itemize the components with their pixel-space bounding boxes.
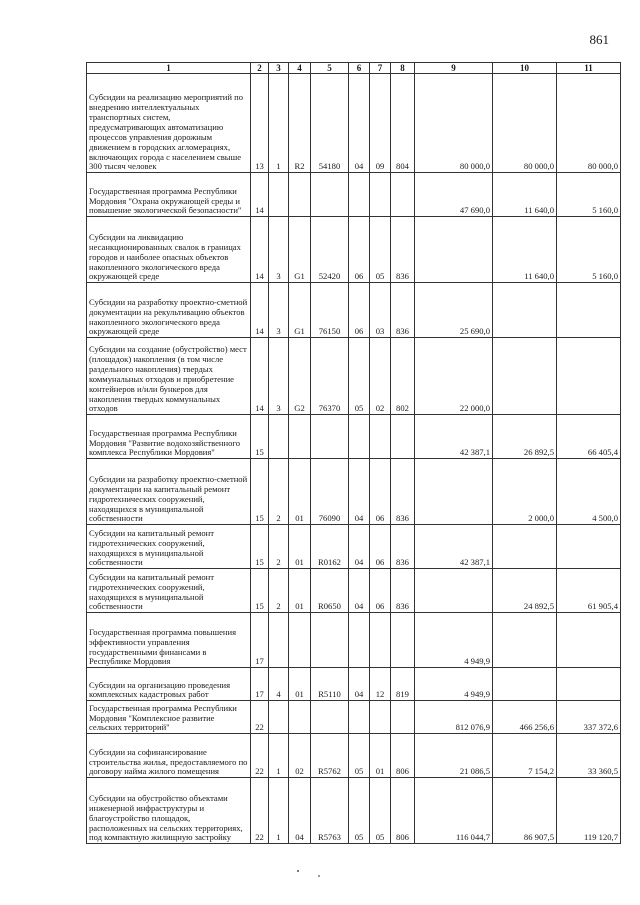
cell-col-3: 1 [269, 778, 289, 844]
cell-col-2: 15 [251, 569, 269, 613]
cell-name: Субсидии на обустройство объектами инженерной инфраструктуры и благоустройство площадок, расположенных на сельских территориях, под компактную жилищную застройку [87, 778, 251, 844]
cell-col-5: 76370 [311, 338, 349, 415]
cell-col-3: 3 [269, 283, 289, 338]
column-header: 3 [269, 63, 289, 74]
cell-col-11: 4 500,0 [557, 459, 621, 525]
cell-col-9: 812 076,9 [415, 701, 493, 734]
cell-col-9: 21 086,5 [415, 734, 493, 778]
cell-col-10 [493, 525, 557, 569]
cell-col-5: R5762 [311, 734, 349, 778]
cell-col-10 [493, 668, 557, 701]
cell-name: Субсидии на создание (обустройство) мест (площадок) накопления (в том числе раздельного накопления) твердых коммунальных отходов и приобретение контейнеров и/или бункеров для накопления твердых коммунальных отходов [87, 338, 251, 415]
column-header: 2 [251, 63, 269, 74]
column-header: 9 [415, 63, 493, 74]
cell-col-4 [289, 701, 311, 734]
cell-col-6 [349, 173, 370, 217]
cell-col-5: R0650 [311, 569, 349, 613]
cell-col-7: 05 [370, 217, 391, 283]
cell-col-2: 15 [251, 415, 269, 459]
cell-name: Государственная программа Республики Мордовия "Развитие водохозяйственного комплекса Республики Мордовия" [87, 415, 251, 459]
cell-col-3: 2 [269, 569, 289, 613]
cell-col-6: 04 [349, 459, 370, 525]
page-number: 861 [589, 32, 609, 47]
cell-col-4: 01 [289, 569, 311, 613]
cell-col-5: 76090 [311, 459, 349, 525]
cell-col-4: 01 [289, 668, 311, 701]
column-header: 8 [391, 63, 415, 74]
cell-col-6: 06 [349, 217, 370, 283]
cell-col-2: 14 [251, 338, 269, 415]
cell-col-5 [311, 701, 349, 734]
cell-col-11: 80 000,0 [557, 74, 621, 173]
cell-col-6: 05 [349, 734, 370, 778]
cell-col-7: 06 [370, 569, 391, 613]
cell-col-11: 119 120,7 [557, 778, 621, 844]
cell-col-3 [269, 415, 289, 459]
cell-col-8: 836 [391, 525, 415, 569]
cell-col-8: 806 [391, 778, 415, 844]
column-header: 10 [493, 63, 557, 74]
cell-col-6: 06 [349, 283, 370, 338]
cell-col-4: 04 [289, 778, 311, 844]
cell-col-11 [557, 668, 621, 701]
table-row [87, 613, 621, 668]
cell-col-2: 13 [251, 74, 269, 173]
cell-col-10: 86 907,5 [493, 778, 557, 844]
cell-col-10: 7 154,2 [493, 734, 557, 778]
cell-col-3: 4 [269, 668, 289, 701]
cell-col-3: 3 [269, 217, 289, 283]
cell-col-4: R2 [289, 74, 311, 173]
cell-col-9: 4 949,9 [415, 613, 493, 668]
cell-col-10: 11 640,0 [493, 173, 557, 217]
cell-name: Субсидии на разработку проектно-сметной документации на капитальный ремонт гидротехнических сооружений, находящихся в муниципальной собственности [87, 459, 251, 525]
cell-col-4: G2 [289, 338, 311, 415]
cell-col-3: 1 [269, 734, 289, 778]
cell-col-11 [557, 338, 621, 415]
table-row [87, 217, 621, 283]
cell-col-5: R0162 [311, 525, 349, 569]
table-row [87, 569, 621, 613]
cell-col-3 [269, 173, 289, 217]
cell-col-7: 03 [370, 283, 391, 338]
cell-col-6: 04 [349, 525, 370, 569]
column-header: 5 [311, 63, 349, 74]
cell-col-4: G1 [289, 283, 311, 338]
cell-name: Субсидии на организацию проведения комплексных кадастровых работ [87, 668, 251, 701]
cell-col-11 [557, 613, 621, 668]
column-header: 1 [87, 63, 251, 74]
cell-col-2: 15 [251, 459, 269, 525]
cell-col-7 [370, 173, 391, 217]
cell-col-2: 15 [251, 525, 269, 569]
cell-col-8: 819 [391, 668, 415, 701]
table-row [87, 74, 621, 173]
cell-col-8 [391, 173, 415, 217]
cell-col-9: 42 387,1 [415, 525, 493, 569]
cell-col-7 [370, 613, 391, 668]
cell-col-7 [370, 701, 391, 734]
cell-col-3: 1 [269, 74, 289, 173]
cell-col-9: 25 690,0 [415, 283, 493, 338]
cell-col-9: 42 387,1 [415, 415, 493, 459]
cell-col-3: 3 [269, 338, 289, 415]
cell-name: Субсидии на ликвидацию несанкционированных свалок в границах городов и наиболее опасных объектов накопленного экологического вреда окружающей среде [87, 217, 251, 283]
cell-col-11: 66 405,4 [557, 415, 621, 459]
table-body [87, 74, 621, 844]
cell-col-6: 04 [349, 569, 370, 613]
cell-col-8: 836 [391, 283, 415, 338]
cell-col-9 [415, 569, 493, 613]
cell-col-7: 12 [370, 668, 391, 701]
cell-col-2: 22 [251, 734, 269, 778]
cell-col-9 [415, 217, 493, 283]
cell-name: Субсидии на софинансирование строительства жилья, предоставляемого по договору найма жилого помещения [87, 734, 251, 778]
cell-col-5 [311, 613, 349, 668]
table-header-row [87, 63, 621, 74]
table-row [87, 778, 621, 844]
cell-col-5 [311, 415, 349, 459]
table-row [87, 734, 621, 778]
cell-col-9: 4 949,9 [415, 668, 493, 701]
cell-col-5: R5110 [311, 668, 349, 701]
cell-col-4 [289, 415, 311, 459]
cell-col-4: 02 [289, 734, 311, 778]
cell-col-2: 17 [251, 613, 269, 668]
cell-col-9: 22 000,0 [415, 338, 493, 415]
cell-col-10 [493, 283, 557, 338]
cell-col-6: 04 [349, 668, 370, 701]
column-header: 11 [557, 63, 621, 74]
cell-col-11: 33 360,5 [557, 734, 621, 778]
table-row [87, 338, 621, 415]
budget-table [86, 62, 621, 844]
cell-col-6: 05 [349, 778, 370, 844]
cell-col-2: 14 [251, 173, 269, 217]
table-row [87, 668, 621, 701]
cell-col-8: 804 [391, 74, 415, 173]
cell-col-11: 5 160,0 [557, 217, 621, 283]
cell-col-7: 06 [370, 459, 391, 525]
cell-col-5: R5763 [311, 778, 349, 844]
cell-col-8 [391, 415, 415, 459]
cell-col-8: 806 [391, 734, 415, 778]
cell-col-5: 52420 [311, 217, 349, 283]
cell-col-2: 22 [251, 701, 269, 734]
cell-col-10: 80 000,0 [493, 74, 557, 173]
cell-col-8: 836 [391, 217, 415, 283]
cell-col-6 [349, 613, 370, 668]
cell-col-4 [289, 613, 311, 668]
cell-col-10 [493, 338, 557, 415]
cell-col-4 [289, 173, 311, 217]
table-row [87, 173, 621, 217]
cell-col-8: 836 [391, 459, 415, 525]
cell-name: Субсидии на капитальный ремонт гидротехнических сооружений, находящихся в муниципальной собственности [87, 569, 251, 613]
cell-name: Государственная программа повышения эффективности управления государственными финансами в Республике Мордовия [87, 613, 251, 668]
cell-col-4: G1 [289, 217, 311, 283]
cell-col-10 [493, 613, 557, 668]
table-row [87, 525, 621, 569]
cell-col-11: 337 372,6 [557, 701, 621, 734]
cell-col-3: 2 [269, 459, 289, 525]
cell-col-6 [349, 415, 370, 459]
cell-col-11 [557, 525, 621, 569]
cell-col-9: 47 690,0 [415, 173, 493, 217]
cell-col-4: 01 [289, 459, 311, 525]
cell-col-6: 04 [349, 74, 370, 173]
cell-col-7: 05 [370, 778, 391, 844]
cell-col-8 [391, 701, 415, 734]
cell-col-11: 61 905,4 [557, 569, 621, 613]
cell-name: Субсидии на реализацию мероприятий по внедрению интеллектуальных транспортных систем, предусматривающих автоматизацию процессов управления дорожным движением в городских агломерациях, включающих города с населением свыше 300 тысяч человек [87, 74, 251, 173]
cell-col-5: 54180 [311, 74, 349, 173]
cell-col-5: 76150 [311, 283, 349, 338]
cell-col-9 [415, 459, 493, 525]
cell-col-10: 466 256,6 [493, 701, 557, 734]
column-header: 7 [370, 63, 391, 74]
cell-col-7: 01 [370, 734, 391, 778]
table-row [87, 459, 621, 525]
cell-col-3 [269, 613, 289, 668]
cell-col-2: 17 [251, 668, 269, 701]
cell-col-10: 26 892,5 [493, 415, 557, 459]
cell-col-11: 5 160,0 [557, 173, 621, 217]
cell-col-7 [370, 415, 391, 459]
cell-col-2: 14 [251, 283, 269, 338]
table-row [87, 283, 621, 338]
cell-col-3: 2 [269, 525, 289, 569]
cell-col-10: 2 000,0 [493, 459, 557, 525]
cell-col-8: 836 [391, 569, 415, 613]
cell-col-6 [349, 701, 370, 734]
cell-col-7: 06 [370, 525, 391, 569]
column-header: 6 [349, 63, 370, 74]
cell-name: Государственная программа Республики Мордовия "Комплексное развитие сельских территорий" [87, 701, 251, 734]
cell-col-10: 24 892,5 [493, 569, 557, 613]
cell-col-8 [391, 613, 415, 668]
cell-name: Субсидии на разработку проектно-сметной документации на рекультивацию объектов накопленного экологического вреда окружающей среде [87, 283, 251, 338]
cell-col-9: 116 044,7 [415, 778, 493, 844]
cell-col-8: 802 [391, 338, 415, 415]
cell-col-4: 01 [289, 525, 311, 569]
cell-col-2: 22 [251, 778, 269, 844]
table-row [87, 701, 621, 734]
cell-col-5 [311, 173, 349, 217]
cell-col-11 [557, 283, 621, 338]
cell-col-10: 11 640,0 [493, 217, 557, 283]
table-row [87, 415, 621, 459]
column-header: 4 [289, 63, 311, 74]
cell-col-6: 05 [349, 338, 370, 415]
cell-name: Государственная программа Республики Мордовия "Охрана окружающей среды и повышение экологической безопасности" [87, 173, 251, 217]
cell-col-9: 80 000,0 [415, 74, 493, 173]
cell-col-7: 02 [370, 338, 391, 415]
cell-name: Субсидии на капитальный ремонт гидротехнических сооружений, находящихся в муниципальной собственности [87, 525, 251, 569]
cell-col-3 [269, 701, 289, 734]
cell-col-2: 14 [251, 217, 269, 283]
cell-col-7: 09 [370, 74, 391, 173]
